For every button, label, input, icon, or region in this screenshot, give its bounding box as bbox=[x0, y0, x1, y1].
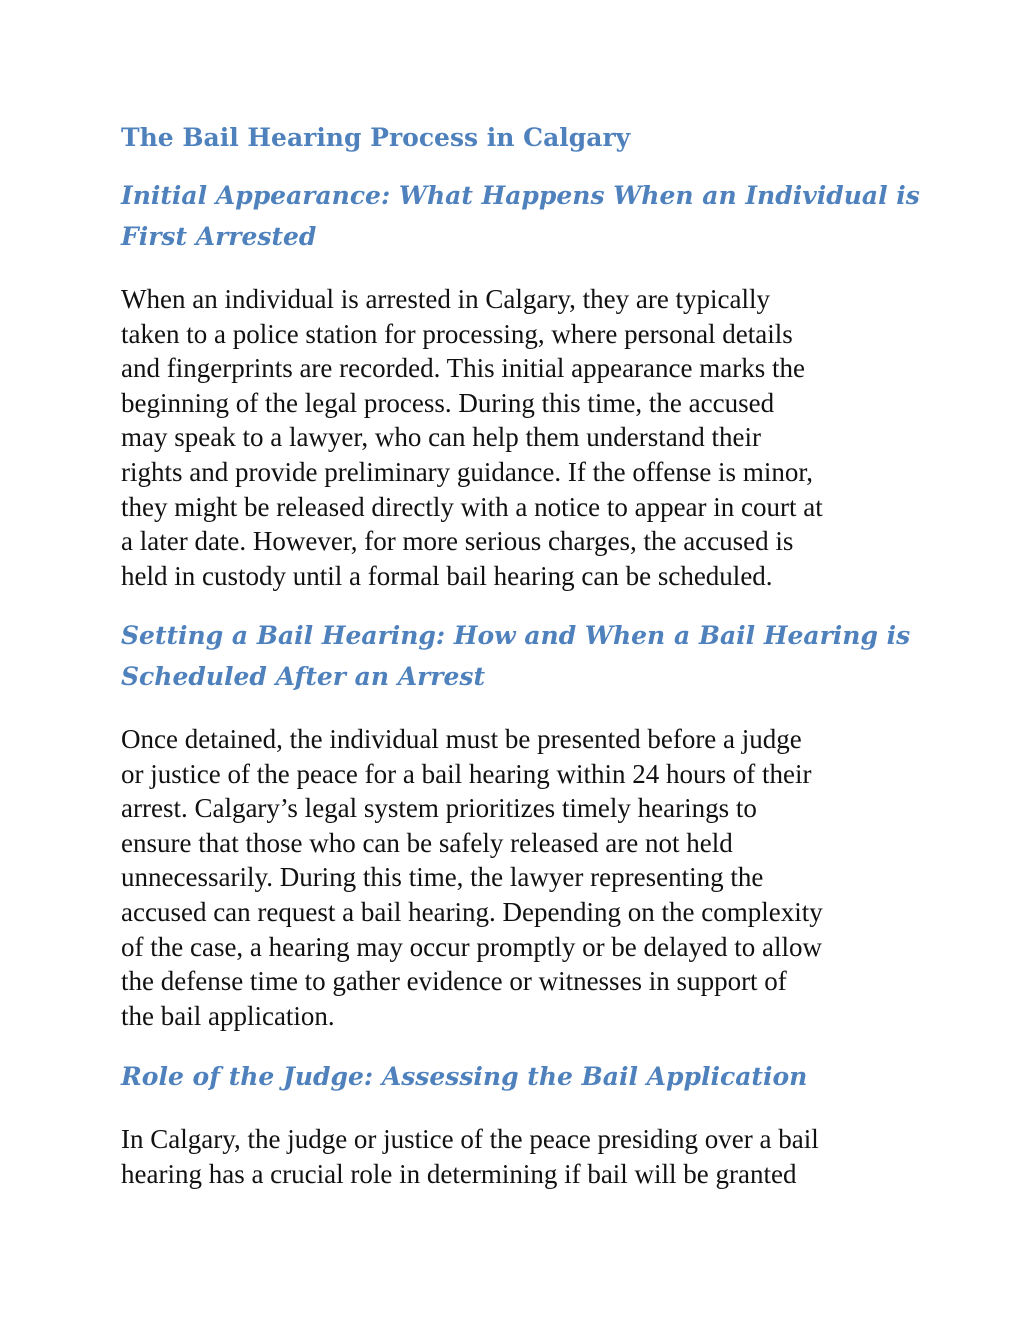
paragraph-line: rights and provide preliminary guidance. If the offense is minor, bbox=[121, 456, 813, 487]
heading-line: Role of the Judge: Assessing the Bail Application bbox=[121, 1062, 808, 1091]
section-paragraph-setting-bail-hearing bbox=[121, 722, 921, 1033]
paragraph-line: hearing has a crucial role in determining if bail will be granted bbox=[121, 1158, 797, 1189]
paragraph-line: or justice of the peace for a bail hearing within 24 hours of their bbox=[121, 758, 812, 789]
paragraph-line: they might be released directly with a notice to appear in court at bbox=[121, 491, 823, 522]
paragraph-line: the defense time to gather evidence or witnesses in support of bbox=[121, 966, 787, 997]
heading-line: Initial Appearance: What Happens When an Individual is bbox=[121, 181, 920, 210]
paragraph-line: beginning of the legal process. During this time, the accused bbox=[121, 387, 775, 418]
paragraph-line: may speak to a lawyer, who can help them understand their bbox=[121, 422, 761, 453]
section-heading-role-of-judge bbox=[121, 1056, 911, 1097]
section-paragraph-role-of-judge bbox=[121, 1122, 921, 1191]
paragraph-line: the bail application. bbox=[121, 1000, 335, 1031]
paragraph-line: of the case, a hearing may occur promptly or be delayed to allow bbox=[121, 931, 822, 962]
paragraph-line: When an individual is arrested in Calgary, they are typically bbox=[121, 284, 771, 314]
paragraph-line: In Calgary, the judge or justice of the peace presiding over a bail bbox=[121, 1124, 819, 1154]
section-heading-setting-bail-hearing bbox=[121, 615, 911, 697]
heading-line: First Arrested bbox=[121, 222, 317, 251]
paragraph-line: unnecessarily. During this time, the lawyer representing the bbox=[121, 862, 764, 893]
heading-line: Scheduled After an Arrest bbox=[121, 662, 485, 691]
paragraph-line: Once detained, the individual must be presented before a judge bbox=[121, 724, 802, 754]
section-heading-initial-appearance bbox=[121, 175, 920, 257]
heading-line: Setting a Bail Hearing: How and When a Bail Hearing is bbox=[121, 621, 911, 650]
paragraph-line: a later date. However, for more serious charges, the accused is bbox=[121, 526, 794, 557]
paragraph-line: accused can request a bail hearing. Depending on the complexity bbox=[121, 896, 823, 927]
paragraph-line: arrest. Calgary’s legal system prioritizes timely hearings to bbox=[121, 793, 757, 824]
paragraph-line: taken to a police station for processing, where personal details bbox=[121, 318, 793, 349]
paragraph-line: ensure that those who can be safely released are not held bbox=[121, 827, 733, 858]
paragraph-line: and fingerprints are recorded. This initial appearance marks the bbox=[121, 353, 805, 384]
document-title: The Bail Hearing Process in Calgary bbox=[121, 123, 631, 152]
section-paragraph-initial-appearance bbox=[121, 282, 921, 593]
paragraph-line: held in custody until a formal bail hearing can be scheduled. bbox=[121, 560, 773, 591]
